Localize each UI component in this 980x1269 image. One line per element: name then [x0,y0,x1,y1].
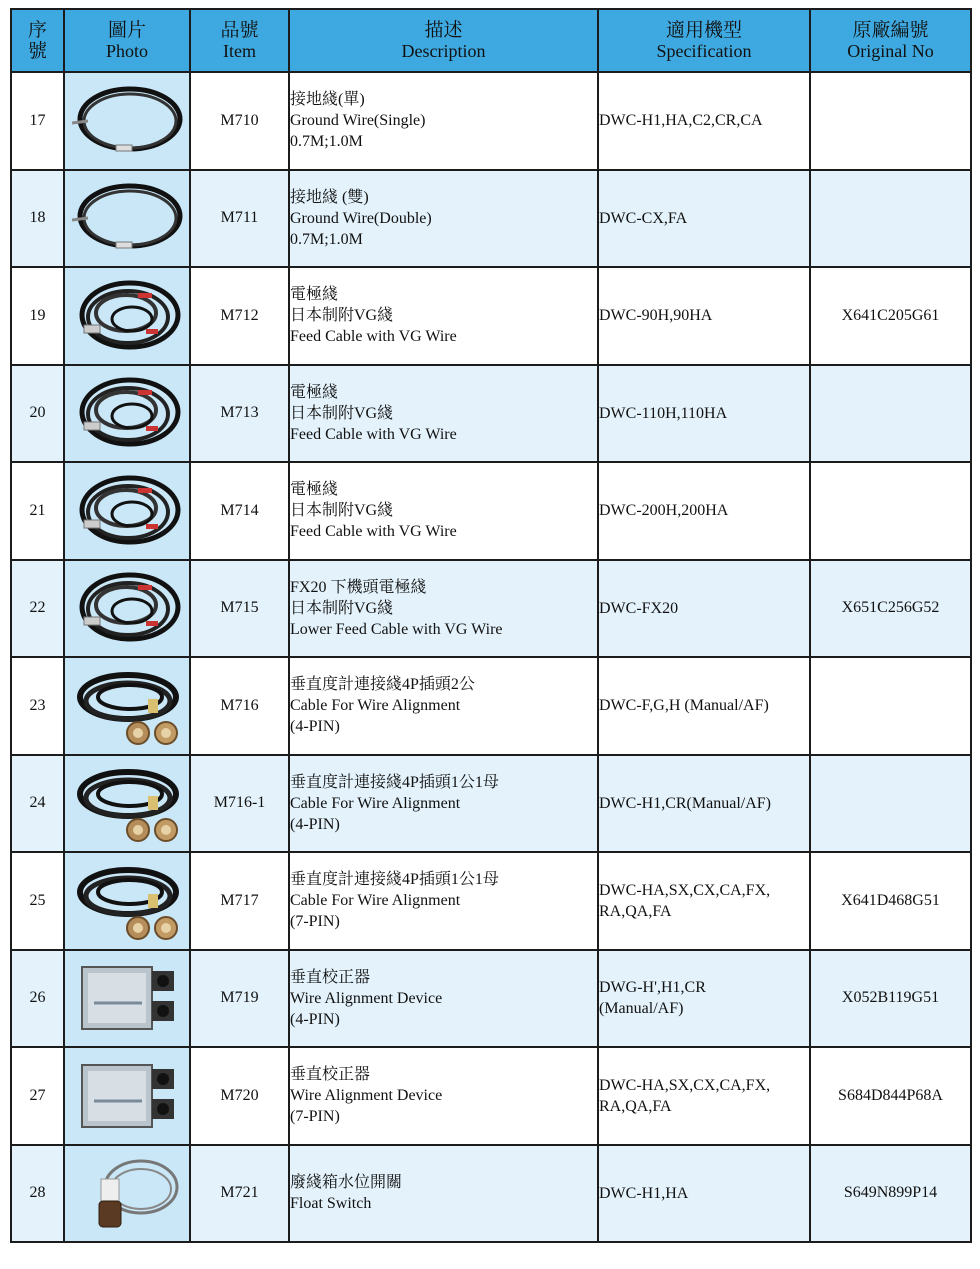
row-item-cell: M716-1 [190,755,289,853]
row-item-cell: M714 [190,462,289,560]
description-line: 垂直校正器 [290,968,371,986]
row-specification-cell [598,560,810,658]
description-line: 日本制附VG綫 [290,307,394,325]
specification-line: DWC-110H,110HA [599,404,728,422]
description-line: (7-PIN) [290,1108,340,1126]
row-item-cell: M719 [190,950,289,1048]
specification-line: RA,QA,FA [599,902,672,920]
row-description-cell [289,1047,598,1145]
row-seq-cell: 22 [11,560,64,658]
row-original-no-cell: S649N899P14 [810,1145,971,1243]
row-photo-cell [64,170,190,268]
row-item-cell: M716 [190,657,289,755]
description-line: Lower Feed Cable with VG Wire [290,620,503,638]
description-line: 廢綫箱水位開關 [290,1174,403,1192]
description-line: 接地綫(單) [290,91,365,109]
header-specification: 適用機型 Specification [598,9,810,72]
description-line: Feed Cable with VG Wire [290,328,457,346]
row-original-no-cell [810,755,971,853]
row-specification-cell [598,170,810,268]
header-description: 描述 Description [289,9,598,72]
specification-line: RA,QA,FA [599,1097,672,1115]
row-seq-cell: 27 [11,1047,64,1145]
description-line: Wire Alignment Device [290,1087,443,1105]
row-photo-cell [64,560,190,658]
row-description-cell [289,560,598,658]
row-item-cell: M720 [190,1047,289,1145]
description-line: 0.7M;1.0M [290,230,363,248]
row-specification-cell [598,1047,810,1145]
specification-line: DWC-HA,SX,CX,CA,FX, [599,881,771,899]
table-row [11,560,971,658]
row-photo-cell [64,950,190,1048]
row-original-no-cell: X641C205G61 [810,267,971,365]
row-item-cell: M710 [190,72,289,170]
description-line: Float Switch [290,1195,372,1213]
float-switch-icon [65,1151,189,1235]
row-photo-cell [64,365,190,463]
row-photo-cell [64,267,190,365]
feed-cable-icon [65,370,189,456]
row-photo-cell [64,1047,190,1145]
description-line: Ground Wire(Double) [290,209,432,227]
row-specification-cell [598,72,810,170]
row-original-no-cell [810,365,971,463]
row-original-no-cell: X641D468G51 [810,852,971,950]
row-description-cell [289,170,598,268]
row-specification-cell [598,365,810,463]
row-original-no-cell: X052B119G51 [810,950,971,1048]
table-row [11,657,971,755]
table-row [11,170,971,268]
row-specification-cell [598,462,810,560]
description-line: FX20 下機頭電極綫 [290,578,427,596]
row-seq-cell: 21 [11,462,64,560]
row-seq-cell: 19 [11,267,64,365]
row-specification-cell [598,267,810,365]
row-specification-cell [598,950,810,1048]
description-line: Cable For Wire Alignment [290,794,461,812]
row-seq-cell: 26 [11,950,64,1048]
row-specification-cell [598,755,810,853]
description-line: Wire Alignment Device [290,989,443,1007]
row-original-no-cell [810,170,971,268]
description-line: (4-PIN) [290,1010,340,1028]
row-item-cell: M713 [190,365,289,463]
alignment-cable-icon [65,663,189,749]
row-specification-cell [598,1145,810,1243]
specification-line: DWC-F,G,H (Manual/AF) [599,697,769,715]
table-row [11,950,971,1048]
header-photo: 圖片 Photo [64,9,190,72]
header-original-no: 原廠編號 Original No [810,9,971,72]
alignment-device-icon [65,959,189,1037]
row-description-cell [289,72,598,170]
row-description-cell [289,462,598,560]
row-seq-cell: 25 [11,852,64,950]
description-line: (4-PIN) [290,718,340,736]
header-item: 品號 Item [190,9,289,72]
row-specification-cell [598,852,810,950]
header-seq: 序號 [11,9,64,72]
description-line: 垂直度計連接綫4P插頭1公1母 [290,773,499,791]
row-seq-cell: 20 [11,365,64,463]
row-photo-cell [64,462,190,560]
description-line: Cable For Wire Alignment [290,697,461,715]
row-photo-cell [64,1145,190,1243]
description-line: 接地綫 (雙) [290,188,369,206]
row-description-cell [289,657,598,755]
table-row [11,267,971,365]
row-seq-cell: 24 [11,755,64,853]
row-description-cell [289,267,598,365]
description-line: 日本制附VG綫 [290,599,394,617]
table-row [11,72,971,170]
table-row [11,1047,971,1145]
description-line: 日本制附VG綫 [290,404,394,422]
row-seq-cell: 18 [11,170,64,268]
alignment-cable-icon [65,858,189,944]
description-line: Ground Wire(Single) [290,112,426,130]
ground-wire-icon [65,178,189,258]
alignment-cable-icon [65,760,189,846]
row-original-no-cell [810,72,971,170]
description-line: 電極綫 [290,481,339,499]
specification-line: DWC-90H,90HA [599,307,713,325]
row-photo-cell [64,72,190,170]
specification-line: DWC-H1,HA [599,1184,689,1202]
row-photo-cell [64,657,190,755]
specification-line: DWC-H1,CR(Manual/AF) [599,794,771,812]
row-seq-cell: 23 [11,657,64,755]
description-line: 垂直校正器 [290,1066,371,1084]
specification-line: DWC-FX20 [599,599,679,617]
feed-cable-icon [65,565,189,651]
specification-line: DWG-H',H1,CR [599,979,706,997]
row-description-cell [289,852,598,950]
specification-line: DWC-CX,FA [599,209,688,227]
parts-catalog-table [10,8,972,1243]
row-specification-cell [598,657,810,755]
row-photo-cell [64,755,190,853]
row-description-cell [289,365,598,463]
description-line: Feed Cable with VG Wire [290,425,457,443]
row-seq-cell: 28 [11,1145,64,1243]
description-line: 電極綫 [290,286,339,304]
row-original-no-cell [810,657,971,755]
specification-line: DWC-H1,HA,C2,CR,CA [599,112,763,130]
table-header-row [11,9,971,72]
specification-line: DWC-HA,SX,CX,CA,FX, [599,1076,771,1094]
row-item-cell: M721 [190,1145,289,1243]
specification-line: (Manual/AF) [599,1000,684,1018]
description-line: Cable For Wire Alignment [290,892,461,910]
table-row [11,755,971,853]
table-row [11,1145,971,1243]
row-original-no-cell: S684D844P68A [810,1047,971,1145]
row-photo-cell [64,852,190,950]
ground-wire-icon [65,81,189,161]
description-line: 垂直度計連接綫4P插頭1公1母 [290,871,499,889]
description-line: 日本制附VG綫 [290,502,394,520]
feed-cable-icon [65,273,189,359]
description-line: (7-PIN) [290,913,340,931]
row-item-cell: M712 [190,267,289,365]
row-description-cell [289,1145,598,1243]
row-item-cell: M715 [190,560,289,658]
row-original-no-cell: X651C256G52 [810,560,971,658]
row-original-no-cell [810,462,971,560]
specification-line: DWC-200H,200HA [599,502,729,520]
row-seq-cell: 17 [11,72,64,170]
row-description-cell [289,950,598,1048]
description-line: Feed Cable with VG Wire [290,523,457,541]
row-description-cell [289,755,598,853]
description-line: 0.7M;1.0M [290,133,363,151]
description-line: 垂直度計連接綫4P插頭2公 [290,676,475,694]
alignment-device-icon [65,1057,189,1135]
row-item-cell: M711 [190,170,289,268]
description-line: (4-PIN) [290,815,340,833]
description-line: 電極綫 [290,383,339,401]
row-item-cell: M717 [190,852,289,950]
table-row [11,852,971,950]
table-row [11,365,971,463]
feed-cable-icon [65,468,189,554]
table-row [11,462,971,560]
